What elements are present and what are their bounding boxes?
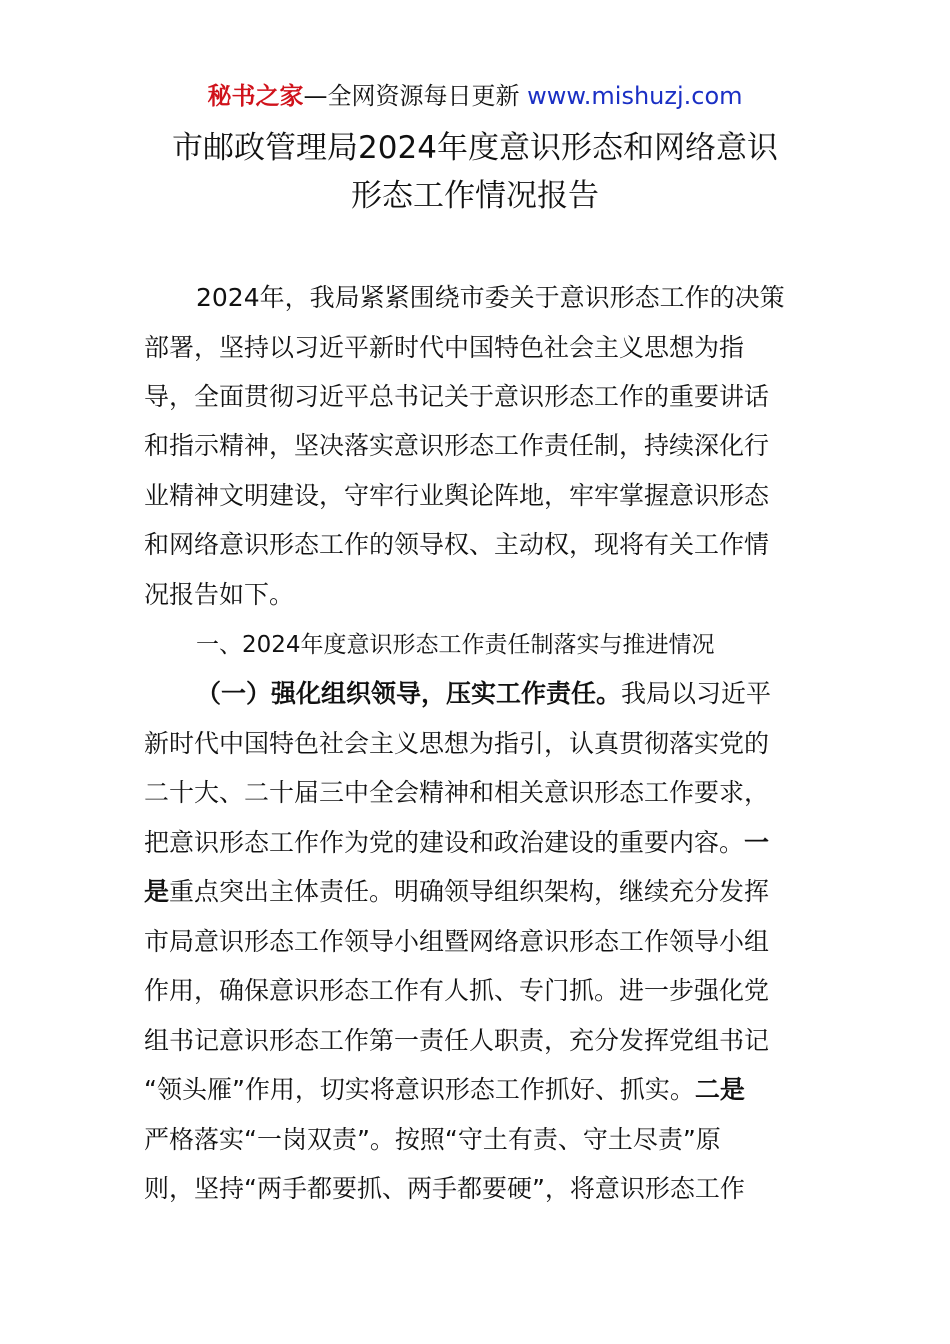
paragraph-line: 组书记意识形态工作第一责任人职责，充分发挥党组书记 (144, 1026, 770, 1055)
document-title-line-2: 形态工作情况报告 (351, 178, 599, 214)
section-heading: 一、2024年度意识形态工作责任制落实与推进情况 (196, 632, 715, 658)
list-marker: 二是 (694, 1075, 745, 1104)
subsection-first-line (196, 677, 771, 711)
paragraph-line: 新时代中国特色社会主义思想为指引，认真贯彻落实党的 (144, 729, 770, 758)
paragraph-line: 严格落实“一岗双责”。按照“守土有责、守土尽责”原 (144, 1125, 721, 1154)
paragraph-line: 二十大、二十届三中全会精神和相关意识形态工作要求， (144, 778, 770, 807)
paragraph-line: 和网络意识形态工作的领导权、主动权，现将有关工作情 (144, 530, 770, 559)
list-marker: 是 (144, 877, 170, 906)
paragraph-line: 2024年，我局紧紧围绕市委关于意识形态工作的决策 (196, 283, 785, 312)
site-url-link[interactable]: www.mishuzj.com (527, 82, 743, 110)
site-name: 秘书之家 (207, 82, 304, 110)
paragraph-line (144, 875, 769, 909)
paragraph-line: 和指示精神，坚决落实意识形态工作责任制，持续深化行 (144, 431, 770, 460)
site-header (0, 80, 950, 112)
paragraph-text: 把意识形态工作作为党的建设和政治建设的重要内容。 (144, 828, 745, 857)
subsection-heading: （一）强化组织领导，压实工作责任。 (196, 679, 622, 708)
paragraph-line: 导，全面贯彻习近平总书记关于意识形态工作的重要讲话 (144, 382, 770, 411)
paragraph-line: 市局意识形态工作领导小组暨网络意识形态工作领导小组 (144, 927, 770, 956)
paragraph-line: 况报告如下。 (144, 580, 295, 609)
paragraph-line (144, 1073, 745, 1107)
paragraph-text: 重点突出主体责任。明确领导组织架构，继续充分发挥 (169, 877, 770, 906)
site-tagline: —全网资源每日更新 (303, 82, 528, 110)
paragraph-line: 作用，确保意识形态工作有人抓、专门抓。进一步强化党 (144, 976, 770, 1005)
paragraph-line: 部署，坚持以习近平新时代中国特色社会主义思想为指 (144, 333, 745, 362)
document-title-line-1: 市邮政管理局2024年度意识形态和网络意识 (172, 130, 778, 166)
list-marker: 一 (744, 828, 770, 857)
subsection-text: 我局以习近平 (621, 679, 772, 708)
paragraph-line: 业精神文明建设，守牢行业舆论阵地，牢牢掌握意识形态 (144, 481, 770, 510)
paragraph-line: 则，坚持“两手都要抓、两手都要硬”，将意识形态工作 (144, 1174, 745, 1203)
paragraph-line (144, 826, 769, 860)
paragraph-text: “领头雁”作用，切实将意识形态工作抓好、抓实。 (144, 1075, 695, 1104)
